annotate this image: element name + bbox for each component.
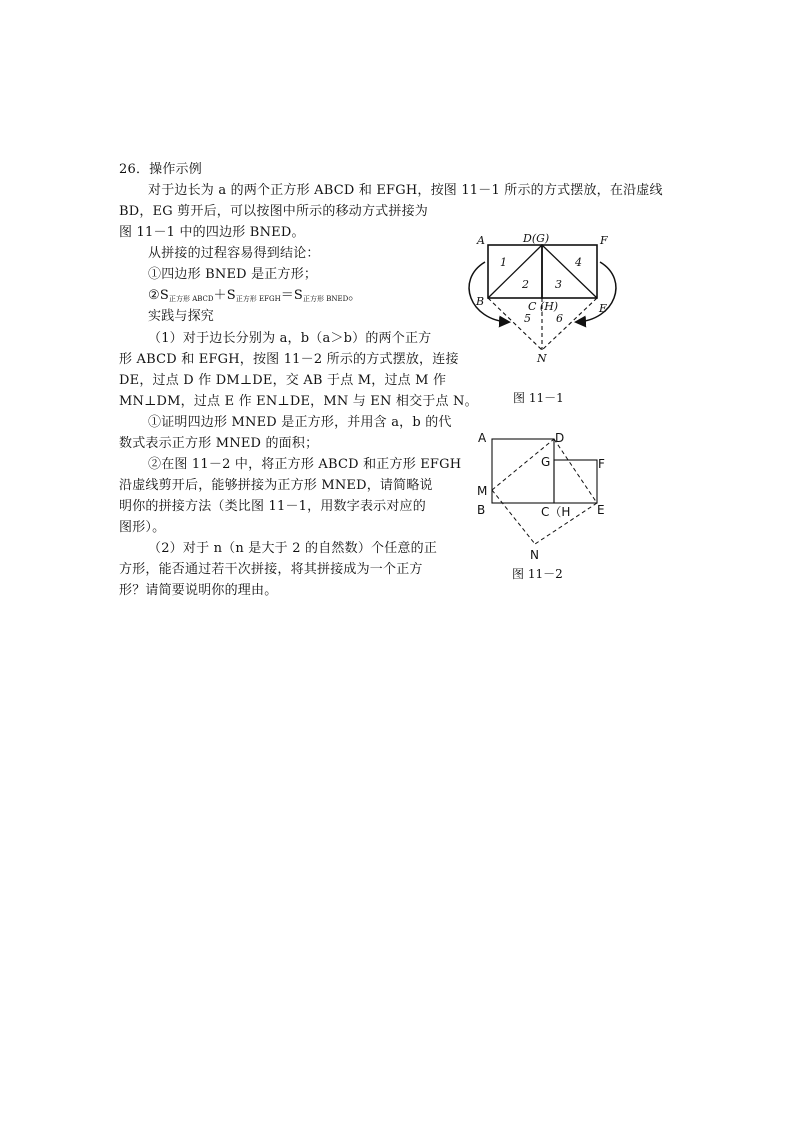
problem-line-4: 从拼接的过程容易得到结论： [148,246,320,261]
section-title: 实践与探究 [148,309,215,324]
part1-line-8: 沿虚线剪开后，能够拼接为正方形 MNED，请简略说 [119,478,433,493]
fig2-label-d: D [555,431,565,445]
part1-line-1: （1）对于边长分别为 a，b（a＞b）的两个正方 [148,331,432,346]
formula-sub-abcd: 正方形 ABCD [168,295,214,303]
figure-11-2 [470,425,620,565]
fig2-label-m: M [477,484,488,498]
fig1-label-n: N [537,352,547,365]
dashed-mn [492,490,535,544]
problem-line-2: BD，EG 剪开后，可以按图中所示的移动方式拼接为 [119,204,428,219]
part1-line-10: 图形）。 [119,520,166,535]
conclusion-2-formula [148,288,361,307]
fig1-piece-4: 4 [575,256,582,269]
formula-s1: ②S [148,288,169,303]
formula-eq: ＝S [280,288,304,303]
part2-line-1: （2）对于 n（n 是大于 2 的自然数）个任意的正 [148,541,438,556]
formula-sub-efgh: 正方形 EFGH [235,295,281,303]
square-abcd [492,439,554,503]
diagonal-bd [488,245,542,298]
formula-plus: ＋S [213,288,236,303]
problem-line-3: 图 11－1 中的四边形 BNED。 [119,225,305,240]
fig1-piece-5: 5 [524,312,531,325]
fig1-piece-2: 2 [522,278,529,291]
fig1-label-dg: D(G) [523,232,550,245]
diagonal-ge [542,245,597,298]
formula-end: 。 [348,288,362,303]
fig2-label-g: G [541,455,551,469]
fig1-label-b: B [476,295,485,308]
problem-line-1: 对于边长为 a 的两个正方形 ABCD 和 EFGH，按图 11－1 所示的方式摆放，在沿虚线 [148,183,663,198]
fig1-label-ch: C (H) [528,300,559,313]
part1-line-9: 明你的拼接方法（类比图 11－1，用数字表示对应的 [119,499,426,514]
part2-line-3: 形？请简要说明你的理由。 [119,583,278,598]
fig1-piece-1: 1 [500,256,507,269]
fig1-caption: 图 11－1 [513,391,564,405]
part1-line-2: 形 ABCD 和 EFGH，按图 11－2 所示的方式摆放，连接 [119,352,459,367]
fig2-label-b: B [477,503,486,517]
part1-line-5: ①证明四边形 MNED 是正方形，并用含 a，b 的代 [148,415,452,430]
fig1-label-a: A [477,234,485,247]
fig2-label-e: E [597,503,605,517]
fig1-label-f: F [600,234,608,247]
fig2-label-f: F [598,457,605,471]
fig1-piece-3: 3 [555,278,562,291]
conclusion-1: ①四边形 BNED 是正方形； [148,267,318,282]
fig2-label-a: A [478,431,487,445]
part1-line-7: ②在图 11－2 中，将正方形 ABCD 和正方形 EFGH [148,457,462,472]
formula-sub-bned: 正方形 BNED [303,295,349,303]
square-efgh [554,460,597,503]
fig2-label-n: N [530,548,539,562]
dashed-de [554,439,597,503]
fig1-piece-6: 6 [556,312,563,325]
part1-line-4: MN⊥DM，过点 E 作 EN⊥DE，MN 与 EN 相交于点 N。 [119,394,478,409]
part1-line-3: DE，过点 D 作 DM⊥DE，交 AB 于点 M，过点 M 作 [119,373,447,388]
fig2-label-ch: C（H [541,505,571,519]
figure-11-1 [460,228,640,365]
fig2-caption: 图 11－2 [512,567,563,581]
part2-line-2: 方形，能否通过若干次拼接，将其拼接成为一个正方 [119,562,423,577]
part1-line-6: 数式表示正方形 MNED 的面积； [119,436,319,451]
problem-heading: 26．操作示例 [119,162,202,177]
fig1-label-e: E [599,302,608,315]
